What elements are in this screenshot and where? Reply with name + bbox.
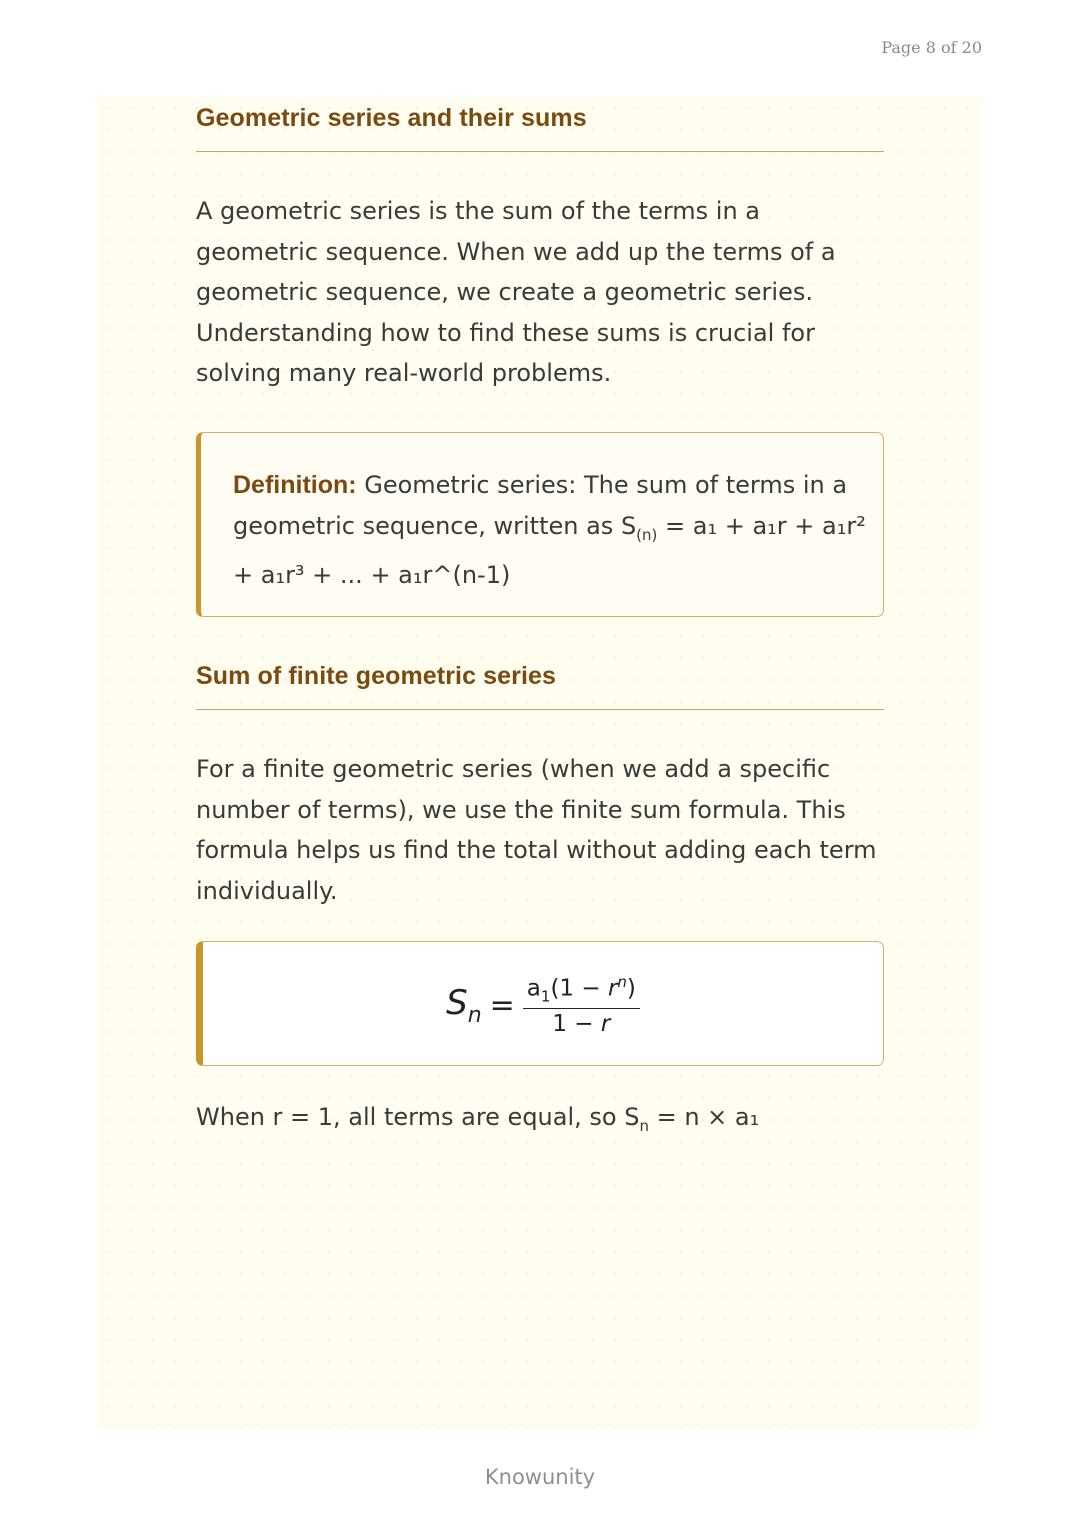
finite-sum-formula <box>203 970 883 1040</box>
intro-paragraph: A geometric series is the sum of the terms in a geometric sequence. When we add up the terms of a geometric sequence, we create a geometric series. Understanding how to find these sums is crucial for solving many real-world problems. <box>196 197 836 387</box>
formula-box <box>196 941 884 1066</box>
definition-label: Definition: <box>233 471 357 499</box>
formula-lhs: $S_n$ <box>446 982 482 1028</box>
definition-text <box>233 465 873 595</box>
page-number: Page 8 of 20 <box>881 38 982 57</box>
formula-fraction <box>523 973 640 1037</box>
section-divider <box>196 151 884 152</box>
section-title-geometric-series: Geometric series and their sums <box>196 104 587 132</box>
formula-numerator: $a_1(1 - r^n)$ <box>523 973 640 1009</box>
section-title-finite-sum: Sum of finite geometric series <box>196 662 557 690</box>
r-equals-one-note: When r = 1, all terms are equal, so $S_n = n \times a_1$ <box>196 1103 760 1135</box>
finite-sum-paragraph: For a finite geometric series (when we add a specific number of terms), we use the finite sum formula. This formula helps us find the total without adding each term individually. <box>196 755 877 905</box>
section-divider <box>196 709 884 710</box>
definition-body: Geometric series: The sum of terms in a geometric sequence, written as S <box>233 471 848 540</box>
definition-subscript: (n) <box>636 525 658 544</box>
definition-body-rest: = a₁ + a₁r + a₁r² + a₁r³ + ... + a₁r^(n-1) <box>233 511 866 589</box>
formula-denominator: 1 − r <box>552 1011 611 1038</box>
footer-brand: Knowunity <box>484 1465 596 1489</box>
definition-box <box>196 432 884 617</box>
formula-equals: = <box>489 987 515 1023</box>
